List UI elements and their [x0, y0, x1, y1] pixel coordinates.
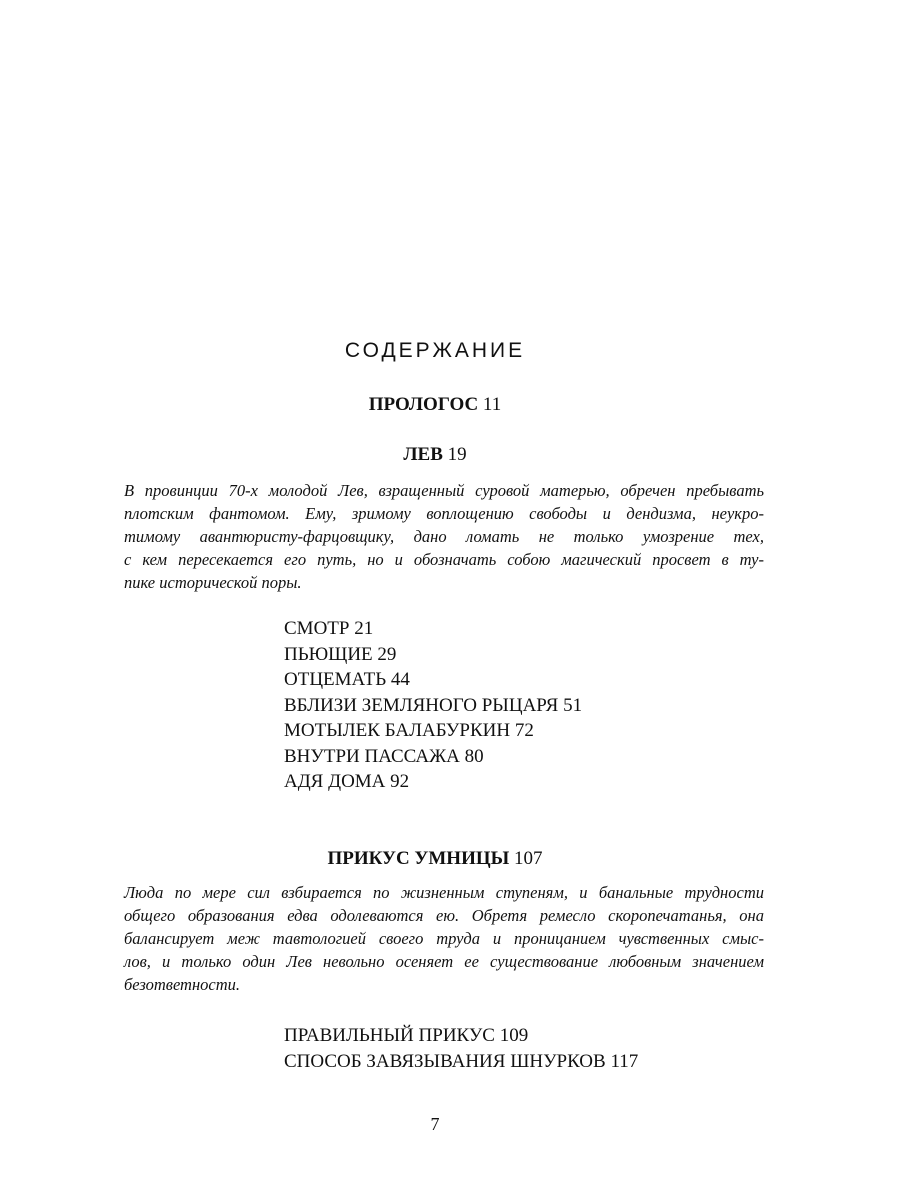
toc-part-heading[interactable] — [0, 443, 870, 467]
page-title: СОДЕРЖАНИЕ — [344, 339, 526, 362]
annotation-line: с кем пересекается его путь, но и обозначать собою магический просвет в ту- — [124, 550, 764, 569]
toc-chapter-entry[interactable]: СМОТР 21 — [284, 618, 374, 639]
annotation-line: В провинции 70-х молодой Лев, взращенный суровой матерью, обречен пребывать — [124, 481, 764, 500]
toc-chapter-entry[interactable]: ОТЦЕМАТЬ 44 — [284, 669, 410, 690]
annotation-line: тимому авантюристу-фарцовщику, дано ломать не только умозрение тех, — [124, 527, 764, 546]
toc-chapter-entry[interactable]: ВНУТРИ ПАССАЖА 80 — [284, 745, 484, 767]
annotation-line: Люда по мере сил взбирается по жизненным ступеням, и банальные трудности — [124, 883, 764, 902]
annotation-line: лов, и только один Лев невольно осеняет ее существование любовным значением — [124, 952, 764, 971]
toc-entry-prologue[interactable] — [0, 393, 870, 417]
annotation-line: балансирует меж тавтологией своего труда и проницанием чувственных смыс- — [124, 929, 764, 948]
toc-chapter-entry[interactable]: ПРАВИЛЬНЫЙ ПРИКУС 109 — [284, 1025, 529, 1046]
part-annotation — [124, 881, 764, 996]
toc-part-page: 19 — [447, 444, 467, 465]
toc-chapter-entry[interactable]: ПЬЮЩИЕ 29 — [284, 643, 397, 665]
annotation-line: пике исторической поры. — [124, 573, 302, 592]
annotation-line: безответности. — [124, 975, 241, 994]
toc-chapter-entry[interactable]: СПОСОБ ЗАВЯЗЫВАНИЯ ШНУРКОВ 117 — [284, 1050, 639, 1072]
toc-chapter-entry[interactable]: АДЯ ДОМА 92 — [284, 771, 410, 792]
chapter-list — [284, 616, 582, 795]
toc-part-page: 107 — [514, 848, 543, 869]
chapter-list — [284, 1023, 638, 1074]
toc-entry-page: 11 — [482, 394, 502, 415]
toc-chapter-entry[interactable]: МОТЫЛЕК БАЛАБУРКИН 72 — [284, 720, 534, 741]
toc-part-title: ЛЕВ — [403, 444, 443, 465]
annotation-line: плотским фантомом. Ему, зримому воплощению свободы и дендизма, неукро- — [124, 504, 764, 523]
annotation-line: общего образования едва одолеваются ею. Обретя ремесло скоропечатанья, она — [124, 906, 764, 925]
part-annotation — [124, 479, 764, 594]
toc-entry-title: ПРОЛОГОС — [368, 394, 479, 415]
toc-part-heading[interactable] — [0, 847, 870, 871]
toc-chapter-entry[interactable]: ВБЛИЗИ ЗЕМЛЯНОГО РЫЦАРЯ 51 — [284, 694, 583, 716]
page-number: 7 — [430, 1114, 440, 1134]
toc-part-title: ПРИКУС УМНИЦЫ — [327, 848, 510, 869]
